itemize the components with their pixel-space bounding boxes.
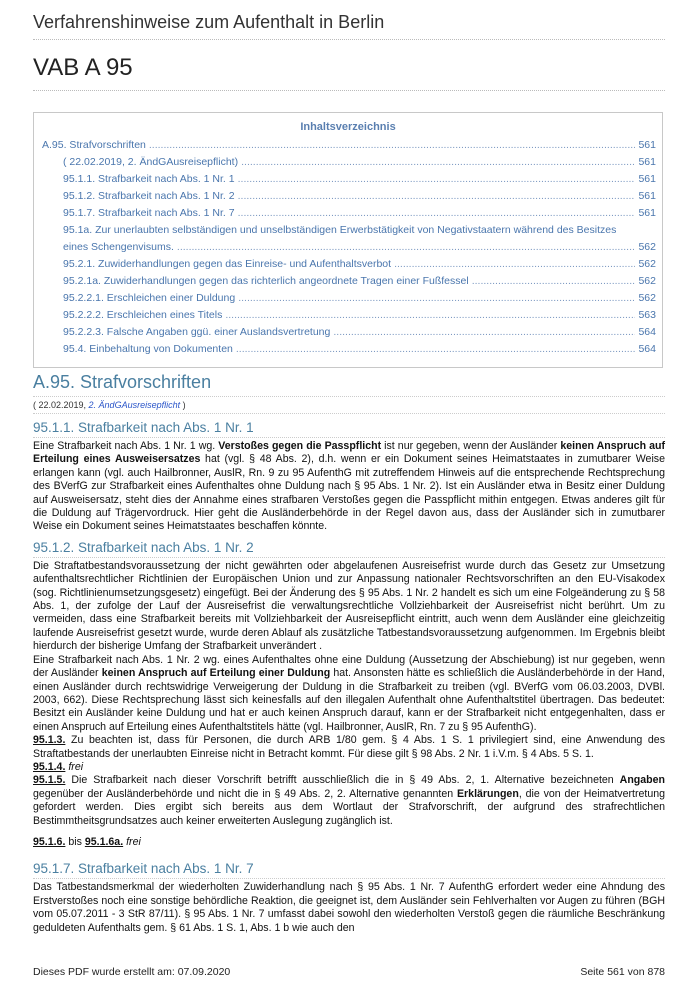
subsection-title: 95.1.7. Strafbarkeit nach Abs. 1 Nr. 7 bbox=[33, 861, 665, 879]
toc-entry[interactable]: 95.1.7. Strafbarkeit nach Abs. 1 Nr. 7 ..... 561 bbox=[34, 205, 662, 222]
toc-entry[interactable]: ( 22.02.2019, 2. ÄndGAusreisepflicht) ..... 561 bbox=[34, 154, 662, 171]
page-footer bbox=[33, 966, 665, 978]
paragraph: Eine Strafbarkeit nach Abs. 1 Nr. 2 wg. eines Aufenthaltes ohne eine Duldung (Aussetzung der Abschiebung) ist nur gegeben, wenn der Ausländer keinen Anspruch auf Erteilung einer Duldung hat. Ansonsten hätte es schließlich die Ausländerbehörde in der Hand, einen Ausländer durch rechtswidrige Verweigerung der Duldung in die Strafbarkeit zu treiben (vgl. BVerfG vom 06.03.2003, DVBl. 2003, 662). Diese Rechtsprechung lässt sich keinesfalls auf den illegalen Aufenthalt ohne Aufenthaltstitel übertragen. Das bedeutet: Besitzt ein Ausländer keine Duldung und hat er auch keinen Anspruch darauf, kann er der Strafbarkeit nicht entgegenhalten, dass er einen Anspruch auf Erteilung eines Aufenthaltstitels hätte (vgl. Hailbronner, AuslR, Rn. 7 zu § 95 AufenthG). bbox=[33, 653, 665, 733]
section-title: A.95. Strafvorschriften bbox=[33, 372, 665, 397]
subsection-title: 95.1.1. Strafbarkeit nach Abs. 1 Nr. 1 bbox=[33, 420, 665, 438]
toc-entry[interactable]: 95.1.2. Strafbarkeit nach Abs. 1 Nr. 2 ..... 561 bbox=[34, 188, 662, 205]
section-ref: 95.1.6. bbox=[33, 835, 66, 848]
paragraph: 95.1.6. bis 95.1.6a. frei bbox=[33, 835, 141, 848]
main-content bbox=[33, 372, 665, 935]
page-number: Seite 561 von 878 bbox=[580, 966, 665, 978]
toc-heading: Inhaltsverzeichnis bbox=[300, 121, 396, 133]
toc-entry[interactable]: 95.2.2.1. Erschleichen einer Duldung ..... 562 bbox=[34, 290, 662, 307]
paragraph: 95.1.5. Die Strafbarkeit nach dieser Vorschrift betrifft ausschließlich die in § 49 Abs. 2, 1. Alternative bezeichneten Angaben gegenüber der Ausländerbehörde und nicht die in § 49 Abs. 2, 2. Alternative genannten Erklärungen, die von der Heimatvertretung gefordert werden. Dies ergibt sich bereits aus dem Wortlaut der Strafvorschrift, der aufgrund des strafrechtlichen Bestimmtheitsgrundsatzes auch keiner erweiterten Auslegung zugänglich ist. bbox=[33, 774, 665, 827]
toc-entry[interactable]: 95.2.1. Zuwiderhandlungen gegen das Einreise- und Aufenthaltsverbot ..... 562 bbox=[34, 256, 662, 273]
subsection-title: 95.1.2. Strafbarkeit nach Abs. 1 Nr. 2 bbox=[33, 540, 665, 558]
toc-entry[interactable]: 95.2.2.3. Falsche Angaben ggü. einer Auslandsvertretung ..... 564 bbox=[34, 324, 662, 341]
toc-entry[interactable]: 95.1.1. Strafbarkeit nach Abs. 1 Nr. 1 ..... 561 bbox=[34, 171, 662, 188]
page-header bbox=[33, 8, 665, 91]
toc-entry[interactable]: 95.1a. Zur unerlaubten selbständigen und unselbständigen Erwerbstätigkeit von Negativstaatern während des Besitzes bbox=[63, 224, 617, 236]
toc-entry[interactable]: A.95. Strafvorschriften ..... 561 bbox=[34, 137, 662, 154]
paragraph: Die Straftatbestandsvoraussetzung der nicht gewährten oder abgelaufenen Ausreisefrist wurde durch das Gesetz zur Umsetzung aufenthaltsrechtlicher Richtlinien der Europäischen Union und zur Anpassung nationaler Rechtsvorschriften an den EU-Visakodex (sog. Richtlinienumsetzungsgesetz) eingefügt. Bei der Änderung des § 95 Abs. 1 Nr. 2 handelt es sich um eine Folgeänderung zu § 58 Abs. 1, der zufolge der Lauf der Ausreisefrist die verwaltungsrechtliche Vollziehbarkeit der Ausreisefrist nicht berührt. Um zu vermeiden, dass eine Strafbarkeit bereits mit Vollziehbarkeit der Ausreisepflicht eintritt, auch wenn dem Ausländer eine gleichzeitig laufende Ausreisefrist gesetzt wurde, wurde deren Ablauf als zusätzliche Tatbestandsvoraussetzung aufgenommen. Im Ergebnis bleibt hierdurch der bisherige Umfang der Strafbarkeit unverändert . bbox=[33, 559, 665, 653]
paragraph: Das Tatbestandsmerkmal der wiederholten Zuwiderhandlung nach § 95 Abs. 1 Nr. 7 AufenthG erfordert weder eine Ahndung des Erstverstoßes noch eine sonstige behördliche Reaktion, die geeignet ist, dem Ausländer sein Fehlverhalten vor Augen zu führen (BGH vom 05.07.2011 - 3 StR 87/11). § 95 Abs. 1 Nr. 7 umfasst dabei sowohl den wiederholten Verstoß gegen die räumliche Beschränkung geduldeten Aufenthalts gem. § 61 Abs. 1 S. 1, Abs. 1 b wie auch den bbox=[33, 881, 665, 934]
toc-entry[interactable]: 95.2.2.2. Erschleichen eines Titels ..... 563 bbox=[34, 307, 662, 324]
toc-entry-continued[interactable]: eines Schengenvisums. ..... 562 bbox=[34, 239, 662, 256]
created-date: Dieses PDF wurde erstellt am: 07.09.2020 bbox=[33, 966, 231, 978]
toc-entry[interactable]: 95.4. Einbehaltung von Dokumenten ..... 564 bbox=[34, 341, 662, 358]
paragraph: 95.1.4. frei bbox=[33, 760, 84, 773]
section-ref: 95.1.5. bbox=[33, 774, 66, 787]
table-of-contents bbox=[33, 112, 663, 368]
section-meta: ( 22.02.2019, 2. ÄndGAusreisepflicht ) bbox=[33, 397, 665, 414]
paragraph: 95.1.3. Zu beachten ist, dass für Personen, die durch ARB 1/80 gem. § 4 Abs. 1 S. 1 privilegiert sind, eine Anwendung des Straftatbestands der unerlaubten Einreise nicht in Betracht kommt. Für diese gilt § 98 Abs. 2 Nr. 1 i.V.m. § 4 Abs. 5 S. 1. bbox=[33, 734, 665, 760]
section-ref: 95.1.3. bbox=[33, 734, 66, 747]
section-ref: 95.1.6a. bbox=[84, 835, 124, 848]
doc-title: VAB A 95 bbox=[33, 54, 665, 91]
paragraph: Eine Strafbarkeit nach Abs. 1 Nr. 1 wg. Verstoßes gegen die Passpflicht ist nur gegeben, wenn der Ausländer keinen Anspruch auf Erteilung eines Ausweisersatzes hat (vgl. § 48 Abs. 2), d.h. wenn er ein Dokument seines Heimatstaates in zumutbarer Weise erlangen kann (vgl. auch Hailbronner, AuslR, Rn. 9 zu 95 AufenthG mit zutreffendem Hinweis auf die entsprechende Rechtsprechung des BVerfG zur Strafbarkeit eines Aufenthaltes ohne Duldung nach § 95 Abs. 1 Nr. 2). Ist ein Ausländer etwa in Besitz einer Duldung auf Ausweisersatz, steht dies der Annahme eines strafbaren Verstoßes gegen die Passpflicht mithin entgegen. Etwas anderes gilt für die Duldung auf Trägervordruck. Hier geht die Ausländerbehörde in der Regel davon aus, dass der Ausländer sich in zumutbarer Weise ein Dokument seines Heimatstaates beschaffen könnte. bbox=[33, 440, 665, 533]
toc-entry[interactable]: 95.2.1a. Zuwiderhandlungen gegen das richterlich angeordnete Tragen einer Fußfessel ..... 562 bbox=[34, 273, 662, 290]
section-ref: 95.1.4. bbox=[33, 760, 66, 773]
site-title: Verfahrenshinweise zum Aufenthalt in Berlin bbox=[33, 8, 665, 40]
amendment-link[interactable]: 2. ÄndGAusreisepflicht bbox=[88, 400, 181, 410]
